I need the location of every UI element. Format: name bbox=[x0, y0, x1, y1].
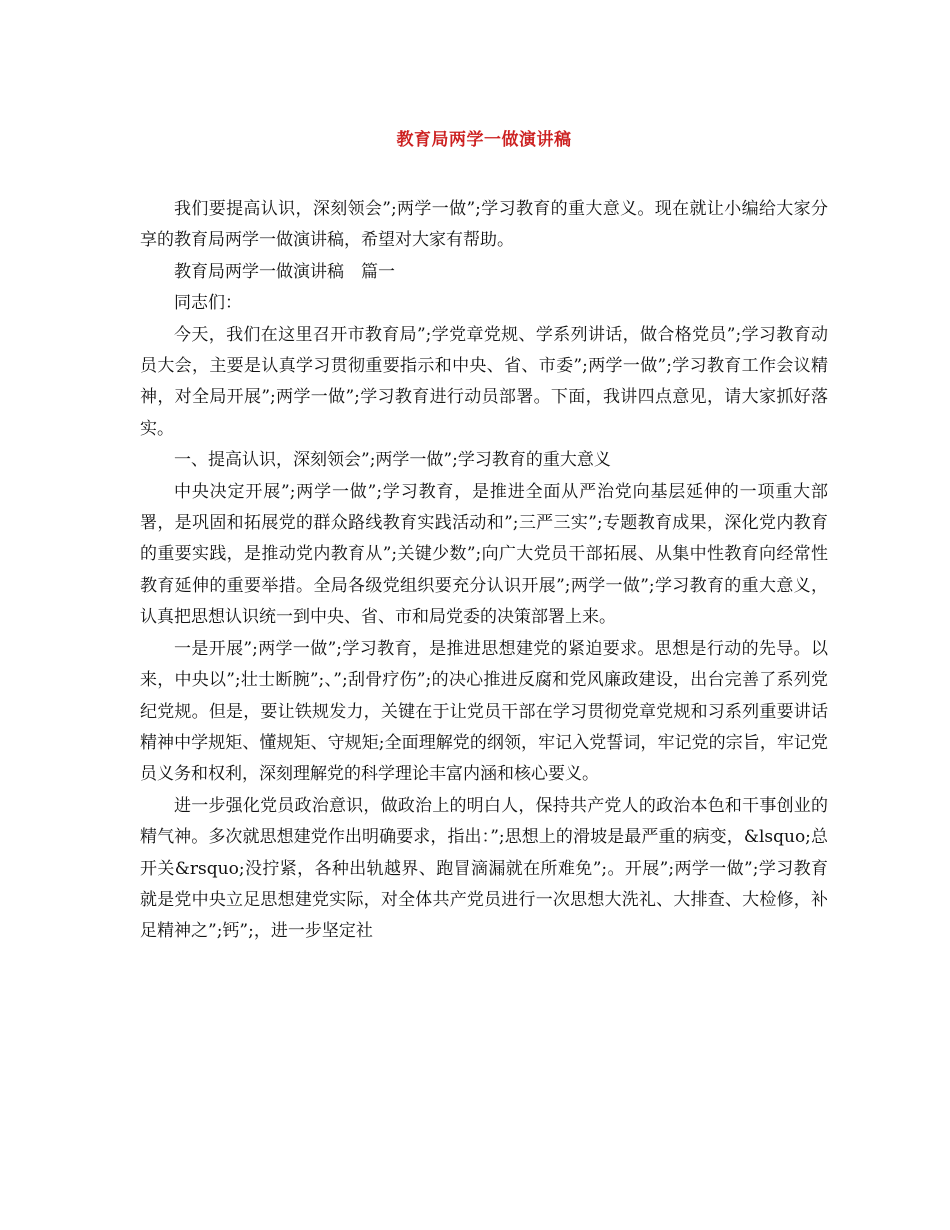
paragraph-body-1: 中央决定开展”;两学一做”;学习教育，是推进全面从严治党向基层延伸的一项重大部署，是巩固和拓展党的群众路线教育实践活动和”;三严三实”;专题教育成果，深化党内教育的重要实践，是推动党内教育从”;关键少数”;向广大党员干部拓展、从集中性教育向经常性教育延伸的重要举措。全局各级党组织要充分认识开展”;两学一做”;学习教育的重大意义，认真把思想认识统一到中央、省、市和局党委的决策部署上来。 bbox=[140, 481, 828, 628]
paragraph-section-heading: 教育局两学一做演讲稿 篇一 bbox=[174, 261, 395, 282]
paragraph-body-2: 一是开展”;两学一做”;学习教育，是推进思想建党的紧迫要求。思想是行动的先导。以来，中央以”;壮士断腕”;、”;刮骨疗伤”;的决心推进反腐和党风廉政建设，出台完善了系列党纪党规。但是，要让铁规发力，关键在于让党员干部在学习贯彻党章党规和习系列重要讲话精神中学规矩、懂规矩、守规矩;全面理解党的纲领，牢记入党誓词，牢记党的宗旨，牢记党员义务和权利，深刻理解党的科学理论丰富内涵和核心要义。 bbox=[140, 638, 828, 785]
paragraph-body-3: 进一步强化党员政治意识，做政治上的明白人，保持共产党人的政治本色和干事创业的精气神。多次就思想建党作出明确要求，指出：”;思想上的滑坡是最严重的病变，&lsquo;总开关&rsquo;没拧紧，各种出轨越界、跑冒滴漏就在所难免”;。开展”;两学一做”;学习教育就是党中央立足思想建党实际，对全体共产党员进行一次思想大洗礼、大排查、大检修，补足精神之”;钙”;，进一步坚定社 bbox=[140, 795, 828, 942]
paragraph-point-one-heading: 一、提高认识，深刻领会”;两学一做”;学习教育的重大意义 bbox=[174, 450, 611, 471]
paragraph-intro: 我们要提高认识，深刻领会”;两学一做”;学习教育的重大意义。现在就让小编给大家分享的教育局两学一做演讲稿，希望对大家有帮助。 bbox=[140, 199, 828, 251]
paragraph-opening: 今天，我们在这里召开市教育局”;学党章党规、学系列讲话，做合格党员”;学习教育动员大会，主要是认真学习贯彻重要指示和中央、省、市委”;两学一做”;学习教育工作会议精神，对全局开展”;两学一做”;学习教育进行动员部署。下面，我讲四点意见，请大家抓好落实。 bbox=[140, 324, 828, 439]
paragraph-salutation: 同志们： bbox=[174, 293, 242, 314]
document-title: 教育局两学一做演讲稿 bbox=[396, 130, 572, 150]
